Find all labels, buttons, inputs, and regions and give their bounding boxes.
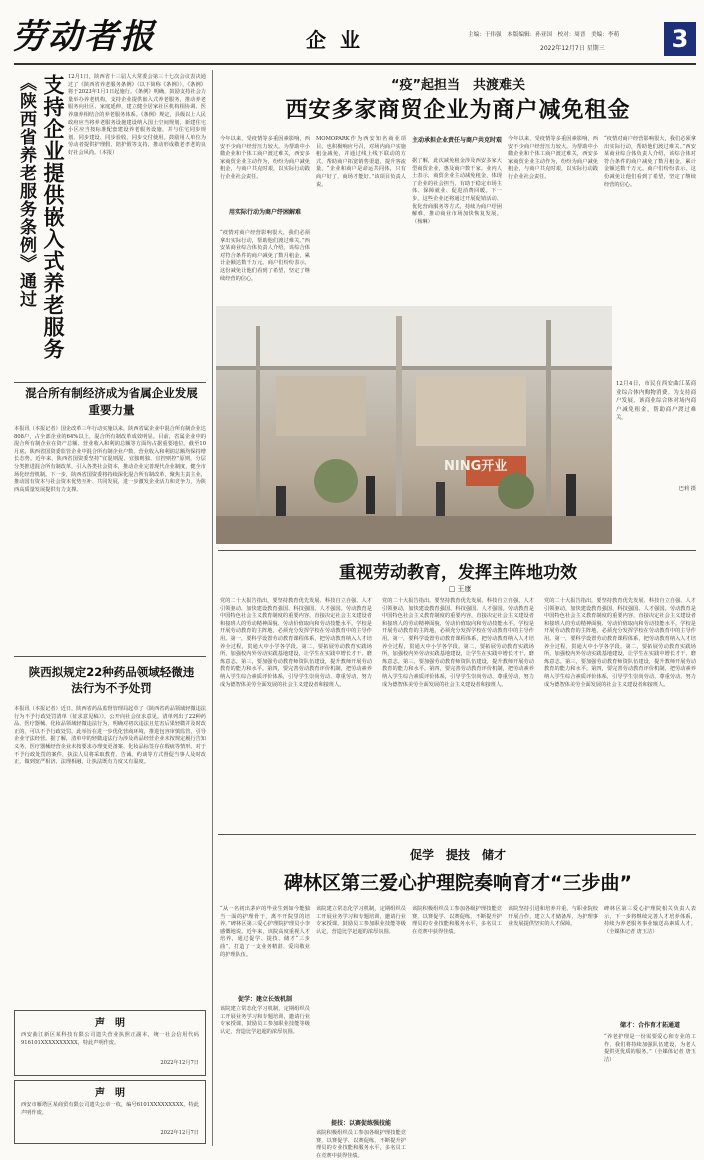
edu-article-col1: 党的二十大报告指出，要坚持教育优先发展、科技自立自强、人才引领驱动，加快建设教育强国、科技强国、人才强国。劳动教育是中国特色社会主义教育制度的重要内容，直接决定社会主义建设者和接班人的劳动精神面貌、劳动价值取向和劳动技能水平。学校是开展劳动教育的主阵地，必须充分发挥学校在劳动教育中的主导作用。第一，要科学设置劳动教育课程体系，把劳动教育纳入人才培养全过程，贯通大中小学各学段。第二，要拓展劳动教育实践场所，加强校内外劳动实践基地建设，让学生在实践中增长才干、磨炼意志。第三，要加强劳动教育师资队伍建设，提升教师开展劳动教育的能力和水平。第四，要完善劳动教育评价机制，把劳动素养纳入学生综合素质评价体系，引导学生崇尚劳动、尊重劳动，努力成为德智体美劳全面发展的社会主义建设者和接班人。 (220, 598, 372, 688)
main-article-subhead-2: 主动承担企业责任与商户共克时艰 (412, 137, 503, 144)
care-article-col5: 该院坚持引进和培养并重，与职业院校开展合作，建立人才储备库，为护理事业发展提供坚实的人才保障。 (508, 906, 598, 928)
left-article-headline: 支持企业提供嵌入式养老服务 (41, 74, 65, 360)
notice-date: 2022年12月7日 (160, 1130, 199, 1136)
notice-box-1 (14, 1010, 206, 1076)
edu-article-col3: 党的二十大报告指出，要坚持教育优先发展、科技自立自强、人才引领驱动，加快建设教育强国、科技强国、人才强国。劳动教育是中国特色社会主义教育制度的重要内容，直接决定社会主义建设者和接班人的劳动精神面貌、劳动价值取向和劳动技能水平。学校是开展劳动教育的主阵地，必须充分发挥学校在劳动教育中的主导作用。第一，要科学设置劳动教育课程体系，把劳动教育纳入人才培养全过程，贯通大中小学各学段。第二，要拓展劳动教育实践场所，加强校内外劳动实践基地建设，让学生在实践中增长才干、磨炼意志。第三，要加强劳动教育师资队伍建设，提升教师开展劳动教育的能力和水平。第四，要完善劳动教育评价机制，把劳动素养纳入学生综合素质评价体系，引导学生崇尚劳动、尊重劳动，努力成为德智体美劳全面发展的社会主义建设者和接班人。 (544, 598, 696, 688)
care-article-kicker: 促学 提技 储才 (409, 848, 506, 862)
divider (14, 656, 206, 657)
notice-heading: 声 明 (95, 1088, 125, 1099)
mall-photo (216, 306, 612, 544)
main-article-col6: “疫情对商户经营影响很大，我们必须拿出实际行动，帮助他们渡过难关。”西安某商业综合体负责人介绍，该综合体对符合条件的商户减免了数月租金，累计金额达数千万元。商户们纷纷表示，这份减免让他们看到了希望，坚定了继续经营的信心。 (604, 136, 696, 188)
masthead (0, 0, 704, 66)
divider (218, 834, 696, 835)
photo-credit: 巴莉 摄 (678, 486, 696, 492)
left-article2-body: 本报讯（本报记者）国企改革三年行动实施以来，陕西省属企业中混合所有制企业达808户，占全部企业的64%以上，混合所有制改革成效明显。目前，省属企业中的混合所有制企业在资产总额、营业收入和利润总额等方面均占据重要地位。截至10月底，陕西省国资委监管企业中混合所有制企业户数、营业收入和利润总额均保持增长态势。近年来，陕西省国资委坚持“宜混则混、宜独则独、宜控则控”原则，分层分类推进混合所有制改革，引入各类社会资本，推动企业完善现代企业制度，健全市场化经营机制。下一步，陕西省国资委将持续深化混合所有制改革，聚焦主责主业，推动国有资本与社会资本优势互补、共同发展，进一步激发企业活力和竞争力，为陕西高质量发展提供有力支撑。 (14, 426, 206, 493)
svg-text:劳动者报: 劳动者报 (12, 17, 156, 57)
edu-article-headline: 重视劳动教育，发挥主阵地功效 (339, 563, 577, 583)
care-article-col3b: 该院积极组织员工参加各级护理技能竞赛，以赛促学、以赛促练，不断提升护理员的专业技能和服务水平，多名员工在竞赛中获得佳绩。 (316, 1130, 406, 1159)
main-article-headline: 西安多家商贸企业为商户减免租金 (285, 98, 631, 123)
care-article-subhead-1: 促学：建立长效机制 (237, 996, 292, 1003)
care-article-subhead-2: 提技：以赛促练强技能 (330, 1120, 391, 1127)
left-article3-headline: 陕西拟规定22种药品领域轻微违法行为不予处罚 (28, 665, 195, 695)
left-article2-headline: 混合所有制经济成为省属企业发展重要力量 (25, 386, 198, 417)
main-article-col3: MOMOPARK作为西安知名商业项目，也积极响应号召，对场内商户实施租金减免，并通过线上线下联动的方式，帮助商户拓宽销售渠道，提升客流量。“企业和商户是命运共同体，只有商户好了，商场才能好。”该项目负责人说。 (316, 136, 406, 188)
main-article-subhead-1: 用实际行动为商户纾困解难 (228, 209, 301, 216)
care-article-col7: “养老护理是一份需要爱心和专业的工作，我们将持续加强队伍建设，为老人提供更优质的服务。”（全媒体记者 唐玉洁） (604, 1034, 696, 1063)
notice-heading: 声 明 (95, 1018, 125, 1029)
left-article-kicker: 《陕西省养老服务条例》通过 (16, 74, 36, 308)
masthead-rule (14, 63, 696, 65)
main-article-col5: 今年以来，受疫情等多重因素影响，西安不少商户经营压力较大。为帮助中小微企业和个体工商户渡过难关，西安多家商贸企业主动作为，纷纷为商户减免租金，与商户共克时艰，以实际行动践行企业社会责任。 (508, 136, 598, 180)
notice-body: 西安市雁塔区某商贸有限公司遗失公章一枚，编号6101XXXXXXXXX，特此声明作废。 (21, 1102, 199, 1116)
page-number: 3 (664, 22, 696, 56)
edu-article-col2: 党的二十大报告指出，要坚持教育优先发展、科技自立自强、人才引领驱动，加快建设教育强国、科技强国、人才强国。劳动教育是中国特色社会主义教育制度的重要内容，直接决定社会主义建设者和接班人的劳动精神面貌、劳动价值取向和劳动技能水平。学校是开展劳动教育的主阵地，必须充分发挥学校在劳动教育中的主导作用。第一，要科学设置劳动教育课程体系，把劳动教育纳入人才培养全过程，贯通大中小学各学段。第二，要拓展劳动教育实践场所，加强校内外劳动实践基地建设，让学生在实践中增长才干、磨炼意志。第三，要加强劳动教育师资队伍建设，提升教师开展劳动教育的能力和水平。第四，要完善劳动教育评价机制，把劳动素养纳入学生综合素质评价体系，引导学生崇尚劳动、尊重劳动，努力成为德智体美劳全面发展的社会主义建设者和接班人。 (382, 598, 534, 688)
section-title: 企业 (306, 28, 374, 52)
photo-scene (216, 306, 612, 544)
left-article-body: 12月1日，陕西省十三届人大常委会第三十七次会议表决通过了《陕西省养老服务条例》（以下简称《条例》），《条例》将于2023年1月1日起施行。《条例》明确，鼓励支持社会力量举办养老机构，支持企业提供嵌入式养老服务，推动养老服务向社区、家庭延伸，建立健全居家社区机构相协调、医养康养相结合的养老服务体系。《条例》规定，县级以上人民政府应当将养老服务设施建设纳入国土空间规划，新建住宅小区应当按标准配套建设养老服务设施，并与住宅同步规划、同步建设、同步验收、同步交付使用。鼓励用人单位为劳动者提供护理假、陪护假等支持，推动形成敬老孝老的良好社会风尚。（本报） (68, 74, 206, 156)
main-article-kicker: “疫”起担当 共渡难关 (390, 78, 526, 93)
notice-body: 西安曲江新区某科技有限公司遗失营业执照正副本，统一社会信用代码916101XXXXXXXXXX，特此声明作废。 (21, 1032, 199, 1046)
notice-box-2 (14, 1080, 206, 1144)
left-article3-body: 本报讯（本报记者）近日，陕西省药品监督管理局起草了《陕西省药品领域轻微违法行为不予行政处罚清单（征求意见稿）》，公开向社会征求意见。清单列出了22种药品、医疗器械、化妆品领域轻微违法行为，明确对初次违法且危害后果轻微并及时改正的，可以不予行政处罚。此举旨在进一步优化营商环境，推进包容审慎监管，引导企业守法经营。据了解，清单中的轻微违法行为涉及药品经营企业未按规定履行告知义务、医疗器械经营企业未按要求办理变更备案、化妆品标签存在瑕疵等情形。对于不予行政处罚的案件，执法人员将采取教育、告诫、约谈等方式督促当事人及时改正，做到宽严相济、法理相融，让执法既有力度又有温度。 (14, 706, 206, 766)
edu-article-byline: □ 王康 (448, 585, 472, 593)
newspaper-logo (8, 10, 178, 58)
notice-date: 2022年12月7日 (160, 1060, 199, 1066)
main-article-col2: “疫情对商户经营影响很大，我们必须拿出实际行动，帮助他们渡过难关。”西安某商业综合体负责人介绍，该综合体对符合条件的商户减免了数月租金，累计金额达数千万元。商户们纷纷表示，这份减免让他们看到了希望，坚定了继续经营的信心。 (220, 230, 310, 282)
care-article-col3: 该院建立常态化学习机制，定期组织员工开展业务学习和专题培训，邀请行业专家授课，鼓励员工参加职业技能等级认定，营造比学赶超的浓厚氛围。 (316, 906, 406, 935)
shop-sign: NING开业 (444, 459, 508, 474)
care-article-subhead-3: 储才：合作育才拓通道 (619, 1022, 680, 1029)
issue-date: 2022年12月7日 星期三 (540, 45, 605, 52)
care-article-col2: 该院建立常态化学习机制，定期组织员工开展业务学习和专题培训，邀请行业专家授课，鼓励员工参加职业技能等级认定，营造比学赶超的浓厚氛围。 (220, 1006, 310, 1035)
photo-caption: 12月4日，市民在西安曲江某商业综合体内购物消费。为支持商户发展，该商业综合体对场内商户减免租金，帮助商户渡过难关。 (616, 381, 696, 421)
editor-line: 主编：于伟强 本版编辑：孙亚国 校对：周晋 美编：李萌 (468, 32, 620, 38)
care-article-col4: 该院积极组织员工参加各级护理技能竞赛，以赛促学、以赛促练，不断提升护理员的专业技能和服务水平，多名员工在竞赛中获得佳绩。 (412, 906, 502, 935)
column-divider (212, 70, 213, 1146)
care-article-col1: “从一名初出茅庐的毕业生到如今能独当一面的护理骨干，离不开院里的培养。”碑林区第三爱心护理院护理员小李感慨地说。近年来，该院高度重视人才培养，通过促学、提技、储才“三步曲”，打造了一支业务精湛、爱岗敬业的护理队伍。 (220, 906, 310, 958)
main-article-col4a: 据了解，此次减免租金涉及西安多家大型商贸企业，惠及商户数千家。业内人士表示，商贸企业主动减免租金，体现了企业的社会担当，有助于稳定市场主体、保障就业、促进消费回暖。下一步，这些企业还将通过开展促销活动、优化营商服务等方式，持续为商户纾困解难，推动商业市场加快恢复发展。（杨琳） (412, 158, 502, 225)
divider (14, 382, 206, 383)
main-article-col1: 今年以来，受疫情等多重因素影响，西安不少商户经营压力较大。为帮助中小微企业和个体工商户渡过难关，西安多家商贸企业主动作为，纷纷为商户减免租金，与商户共克时艰，以实际行动践行企业社会责任。 (220, 136, 310, 180)
care-article-col6: 碑林区第三爱心护理院相关负责人表示，下一步将继续完善人才培养体系，持续为养老服务事业输送高素质人才。（全媒体记者 唐玉洁） (604, 906, 696, 935)
divider (218, 550, 696, 551)
care-article-headline: 碑林区第三爱心护理院奏响育才“三步曲” (284, 872, 632, 894)
